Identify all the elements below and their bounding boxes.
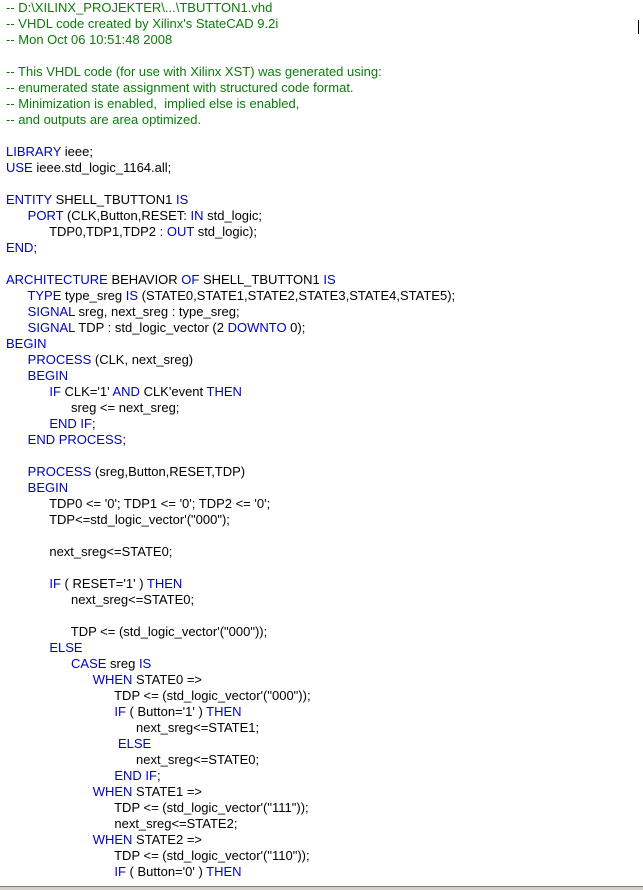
- code-line: [6, 432, 126, 448]
- code-text: SHELL_TBUTTON1: [52, 192, 177, 207]
- code-text: sreg: [106, 656, 139, 671]
- code-text: TDP <= (std_logic_vector'("000"));: [6, 688, 311, 703]
- code-line: [6, 624, 267, 640]
- code-keyword: IS: [138, 656, 152, 671]
- editor-right-margin: [637, 0, 643, 886]
- code-line: [6, 0, 272, 16]
- code-text: sreg <= next_sreg;: [6, 400, 180, 415]
- code-line: [6, 752, 259, 768]
- code-text: TDP <= (std_logic_vector'("000"));: [6, 624, 268, 639]
- code-text: TDP : std_logic_vector (2: [74, 320, 228, 335]
- code-text: [6, 736, 118, 751]
- code-text: STATE1 =>: [132, 784, 203, 799]
- text-caret: [638, 20, 639, 34]
- code-text: ;: [33, 240, 38, 255]
- code-line: [6, 640, 83, 656]
- code-keyword: END IF: [49, 416, 92, 431]
- code-line: [6, 672, 202, 688]
- code-keyword: USE: [6, 160, 33, 175]
- code-comment: -- and outputs are area optimized.: [6, 112, 202, 127]
- code-text: next_sreg<=STATE0;: [6, 752, 260, 767]
- code-line: [6, 112, 201, 128]
- code-keyword: PROCESS: [27, 464, 92, 479]
- code-keyword: ENTITY: [6, 192, 52, 207]
- code-text: [6, 864, 114, 879]
- code-text: ieee.std_logic_1164.all;: [32, 160, 172, 175]
- code-line: [6, 576, 182, 592]
- code-line: [6, 512, 230, 528]
- code-text: SHELL_TBUTTON1: [199, 272, 324, 287]
- code-line: [6, 736, 151, 752]
- code-keyword: IS: [323, 272, 336, 287]
- code-keyword: BEGIN: [27, 368, 69, 383]
- code-keyword: DOWNTO: [227, 320, 287, 335]
- code-keyword: THEN: [206, 384, 242, 399]
- code-line: [6, 848, 310, 864]
- code-line: [6, 320, 305, 336]
- code-keyword: OUT: [166, 224, 195, 239]
- code-line: [6, 288, 455, 304]
- code-keyword: IF: [49, 576, 61, 591]
- code-text: TDP <= (std_logic_vector'("110"));: [6, 848, 310, 863]
- code-line: [6, 496, 270, 512]
- code-line: [6, 864, 242, 880]
- code-text: [6, 416, 49, 431]
- code-keyword: END PROCESS: [27, 432, 123, 447]
- code-line: [6, 64, 382, 80]
- code-text: [6, 320, 28, 335]
- code-text: [6, 352, 28, 367]
- code-keyword: SIGNAL: [27, 304, 75, 319]
- code-line: [6, 272, 336, 288]
- code-line: [6, 656, 151, 672]
- code-line: [6, 768, 161, 784]
- code-text: next_sreg<=STATE0;: [6, 592, 195, 607]
- code-text: sreg, next_sreg : type_sreg;: [74, 304, 240, 319]
- code-text: TDP <= (std_logic_vector'("111"));: [6, 800, 309, 815]
- code-text: ;: [156, 768, 161, 783]
- code-comment: -- This VHDL code (for use with Xilinx XST) was generated using:: [6, 64, 382, 79]
- code-text: ( Button='0' ): [125, 864, 207, 879]
- code-text: std_logic;: [203, 208, 263, 223]
- code-text: [6, 640, 49, 655]
- code-line: [6, 816, 237, 832]
- code-line: [6, 592, 194, 608]
- code-keyword: BEGIN: [6, 336, 47, 351]
- code-text: next_sreg<=STATE2;: [6, 816, 238, 831]
- code-line: [6, 336, 46, 352]
- code-text: CLK'event: [139, 384, 207, 399]
- code-keyword: BEGIN: [27, 480, 69, 495]
- code-text: STATE0 =>: [132, 672, 203, 687]
- code-line: [6, 784, 202, 800]
- code-line: [6, 832, 202, 848]
- code-text: [6, 208, 28, 223]
- code-text: [6, 672, 93, 687]
- code-line: [6, 32, 172, 48]
- code-text: TDP0,TDP1,TDP2 :: [6, 224, 167, 239]
- code-keyword: ARCHITECTURE: [6, 272, 108, 287]
- code-text: (CLK,Button,RESET:: [63, 208, 191, 223]
- code-line: [6, 16, 278, 32]
- code-text: [6, 784, 93, 799]
- code-keyword: IF: [49, 384, 61, 399]
- code-comment: -- Mon Oct 06 10:51:48 2008: [6, 32, 173, 47]
- code-keyword: OF: [181, 272, 200, 287]
- code-line: [6, 688, 311, 704]
- code-line: [6, 160, 171, 176]
- code-line: [6, 464, 245, 480]
- code-line: [6, 544, 172, 560]
- code-keyword: THEN: [206, 704, 242, 719]
- code-line: [6, 144, 93, 160]
- code-text: STATE2 =>: [132, 832, 203, 847]
- code-text: TDP<=std_logic_vector'("000");: [6, 512, 230, 527]
- code-text: type_sreg: [61, 288, 126, 303]
- code-keyword: WHEN: [92, 832, 133, 847]
- code-text: [6, 480, 28, 495]
- code-line: [6, 400, 179, 416]
- code-text: [6, 288, 27, 303]
- code-text: TDP0 <= '0'; TDP1 <= '0'; TDP2 <= '0';: [6, 496, 271, 511]
- code-text: next_sreg<=STATE1;: [6, 720, 260, 735]
- code-keyword: TYPE: [27, 288, 62, 303]
- code-keyword: ELSE: [49, 640, 83, 655]
- code-line: [6, 720, 259, 736]
- code-comment: -- VHDL code created by Xilinx's StateCAD 9.2i: [6, 16, 279, 31]
- code-text: ( RESET='1' ): [60, 576, 147, 591]
- code-text: [6, 576, 49, 591]
- code-line: [6, 416, 96, 432]
- code-keyword: THEN: [146, 576, 183, 591]
- code-line: [6, 96, 299, 112]
- code-keyword: END IF: [114, 768, 157, 783]
- code-line: [6, 208, 262, 224]
- code-keyword: IN: [190, 208, 204, 223]
- code-text: [6, 832, 93, 847]
- code-line: [6, 240, 37, 256]
- code-keyword: LIBRARY: [6, 144, 62, 159]
- code-text: CLK='1': [60, 384, 113, 399]
- code-keyword: END: [6, 240, 34, 255]
- code-text: 0);: [286, 320, 306, 335]
- code-text: ;: [91, 416, 96, 431]
- code-line: [6, 704, 242, 720]
- code-keyword: PORT: [27, 208, 64, 223]
- code-text: (STATE0,STATE1,STATE2,STATE3,STATE4,STATE5);: [138, 288, 456, 303]
- code-text: BEHAVIOR: [107, 272, 182, 287]
- code-comment: -- enumerated state assignment with structured code format.: [6, 80, 354, 95]
- code-text: [6, 768, 114, 783]
- code-text: [6, 304, 28, 319]
- code-keyword: ELSE: [117, 736, 152, 751]
- code-text: ieee;: [61, 144, 93, 159]
- code-keyword: IS: [125, 288, 139, 303]
- code-text: ( Button='1' ): [125, 704, 207, 719]
- code-text: ;: [122, 432, 126, 447]
- code-text: [6, 656, 71, 671]
- code-text: [6, 368, 28, 383]
- code-text: [6, 704, 114, 719]
- code-text: (sreg,Button,RESET,TDP): [91, 464, 246, 479]
- code-line: [6, 368, 68, 384]
- code-comment: -- Minimization is enabled, implied else is enabled,: [6, 96, 300, 111]
- code-line: [6, 480, 68, 496]
- code-text: std_logic);: [194, 224, 257, 239]
- code-keyword: AND: [112, 384, 140, 399]
- code-keyword: SIGNAL: [27, 320, 75, 335]
- code-line: [6, 192, 188, 208]
- code-keyword: IF: [114, 864, 126, 879]
- code-line: [6, 384, 242, 400]
- code-line: [6, 224, 257, 240]
- code-keyword: IF: [114, 704, 126, 719]
- code-text: [6, 464, 28, 479]
- code-line: [6, 352, 193, 368]
- code-text: [6, 432, 28, 447]
- code-keyword: PROCESS: [27, 352, 92, 367]
- code-keyword: WHEN: [92, 784, 133, 799]
- code-line: [6, 80, 354, 96]
- code-keyword: WHEN: [92, 672, 133, 687]
- code-text: [6, 384, 49, 399]
- code-text: next_sreg<=STATE0;: [6, 544, 173, 559]
- code-text: (CLK, next_sreg): [91, 352, 194, 367]
- code-line: [6, 304, 240, 320]
- code-keyword: IS: [176, 192, 189, 207]
- code-comment: -- D:\XILINX_PROJEKTER\...\TBUTTON1.vhd: [6, 0, 273, 15]
- editor-bottom-border: [0, 886, 643, 890]
- code-keyword: THEN: [206, 864, 242, 879]
- code-keyword: CASE: [71, 656, 107, 671]
- code-line: [6, 800, 309, 816]
